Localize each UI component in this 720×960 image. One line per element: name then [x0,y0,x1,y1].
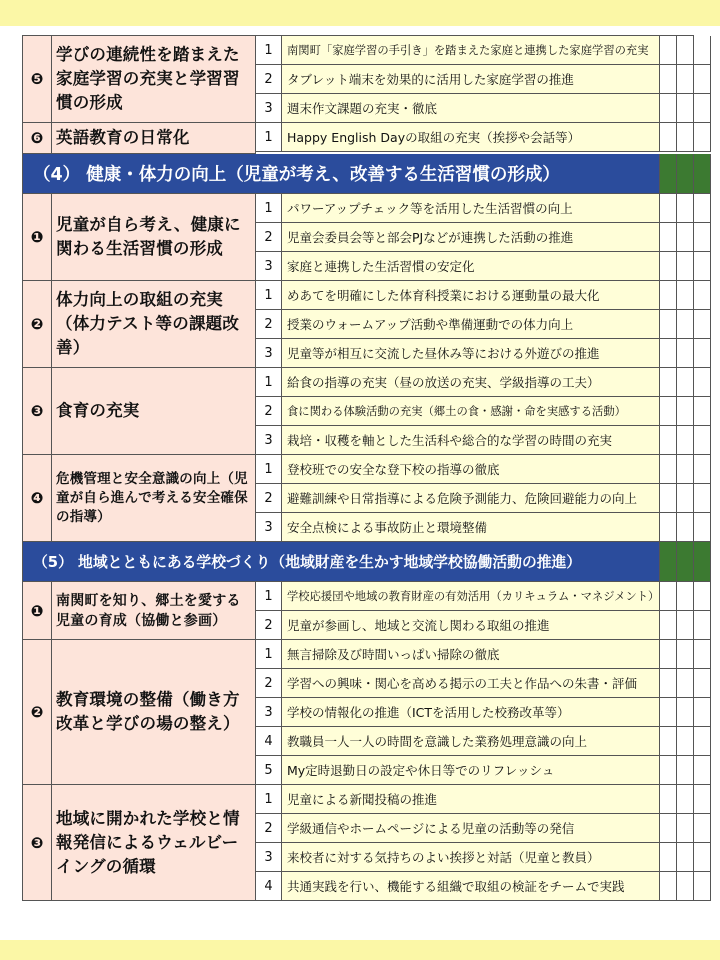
health-item-index: 3 [256,426,282,455]
check-cell [660,611,677,640]
health-group-title: 児童が自ら考え、健康に関わる生活習慣の形成 [52,194,256,281]
health-item-index: 2 [256,223,282,252]
health-item-index: 1 [256,368,282,397]
check-cell [677,872,694,901]
check-cell [677,698,694,727]
check-cell [694,252,711,281]
check-cell [660,756,677,785]
check-cell [660,669,677,698]
community-item-text: 学校の情報化の推進（ICTを活用した校務改革等） [282,698,660,727]
check-cell [694,426,711,455]
check-cell [677,582,694,611]
check-cell [694,368,711,397]
check-cell [694,785,711,814]
check-cell [660,484,677,513]
health-group-number: ❶ [23,194,52,281]
goal-group-title: 英語教育の日常化 [52,123,256,154]
health-item-text: 避難訓練や日常指導による危険予測能力、危険回避能力の向上 [282,484,660,513]
check-cell [677,397,694,426]
health-item-text: 給食の指導の充実（昼の放送の充実、学級指導の工夫） [282,368,660,397]
goal-item-text: 週末作文課題の充実・徹底 [282,94,660,123]
health-item-index: 3 [256,339,282,368]
check-cell [694,310,711,339]
check-cell [694,223,711,252]
check-cell [660,281,677,310]
goal-item-index: 3 [256,94,282,123]
check-cell [694,513,711,542]
section-green-cell [677,154,694,194]
check-cell [660,194,677,223]
section-green-cell [694,154,711,194]
health-item-text: 授業のウォームアップ活動や準備運動での体力向上 [282,310,660,339]
health-item-index: 1 [256,194,282,223]
health-group-title: 食育の充実 [52,368,256,455]
community-item-text: 児童による新聞投稿の推進 [282,785,660,814]
health-item-index: 1 [256,455,282,484]
bottom-yellow-band [0,940,720,960]
check-cell [660,36,677,65]
community-item-index: 1 [256,640,282,669]
check-cell [694,455,711,484]
check-cell [677,513,694,542]
health-group-number: ❹ [23,455,52,542]
community-item-index: 3 [256,843,282,872]
health-item-text: 登校班での安全な登下校の指導の徹底 [282,455,660,484]
check-cell [677,368,694,397]
check-cell [660,513,677,542]
community-item-text: 学習への興味・関心を高める掲示の工夫と作品への朱書・評価 [282,669,660,698]
check-cell [677,310,694,339]
check-cell [694,484,711,513]
check-cell [694,94,711,123]
community-group-number: ❷ [23,640,52,785]
community-item-text: 学校応援団や地域の教育財産の有効活用（カリキュラム・マネジメント） [282,582,660,611]
community-group-title: 教育環境の整備（働き方改革と学びの場の整え） [52,640,256,785]
check-cell [660,640,677,669]
community-item-index: 5 [256,756,282,785]
goal-item-index: 1 [256,123,282,152]
health-group-title: 体力向上の取組の充実（体力テスト等の課題改善） [52,281,256,368]
check-cell [677,640,694,669]
check-cell [694,281,711,310]
goal-group-number: ❺ [23,36,52,123]
check-cell [694,397,711,426]
check-cell [694,814,711,843]
top-yellow-band [0,0,720,26]
community-item-index: 4 [256,872,282,901]
section-green-cell [677,542,694,582]
check-cell [677,65,694,94]
community-group-number: ❶ [23,582,52,640]
plan-table [22,35,694,901]
community-item-index: 4 [256,727,282,756]
community-item-text: My定時退勤日の設定や休日等でのリフレッシュ [282,756,660,785]
check-cell [677,94,694,123]
community-item-index: 2 [256,669,282,698]
check-cell [677,843,694,872]
check-cell [660,785,677,814]
health-item-text: 児童会委員会等と部会PJなどが連携した活動の推進 [282,223,660,252]
health-item-index: 2 [256,397,282,426]
health-item-text: パワーアップチェック等を活用した生活習慣の向上 [282,194,660,223]
goal-item-text: 南関町「家庭学習の手引き」を踏まえた家庭と連携した家庭学習の充実 [282,36,660,65]
health-item-index: 2 [256,484,282,513]
health-item-text: 児童等が相互に交流した昼休み等における外遊びの推進 [282,339,660,368]
check-cell [677,455,694,484]
check-cell [677,426,694,455]
community-item-text: 教職員一人一人の時間を意識した業務処理意識の向上 [282,727,660,756]
check-cell [677,281,694,310]
community-item-text: 児童が参画し、地域と交流し関わる取組の推進 [282,611,660,640]
check-cell [677,194,694,223]
check-cell [660,223,677,252]
check-cell [677,785,694,814]
check-cell [677,36,694,65]
goal-group-title: 学びの連続性を踏まえた家庭学習の充実と学習習慣の形成 [52,36,256,123]
check-cell [660,698,677,727]
check-cell [694,36,711,65]
check-cell [677,727,694,756]
section-4-heading: （4） 健康・体力の向上（児童が考え、改善する生活習慣の形成） [23,154,660,194]
check-cell [677,814,694,843]
goal-group-number: ❻ [23,123,52,154]
check-cell [677,484,694,513]
check-cell [677,611,694,640]
health-item-text: 栽培・収穫を軸とした生活科や総合的な学習の時間の充実 [282,426,660,455]
check-cell [660,426,677,455]
check-cell [660,843,677,872]
community-item-index: 2 [256,611,282,640]
community-item-text: 共通実践を行い、機能する組織で取組の検証をチームで実践 [282,872,660,901]
check-cell [694,65,711,94]
health-group-number: ❷ [23,281,52,368]
check-cell [660,252,677,281]
check-cell [694,756,711,785]
check-cell [677,252,694,281]
check-cell [660,65,677,94]
community-item-text: 学級通信やホームページによる児童の活動等の発信 [282,814,660,843]
health-item-index: 3 [256,252,282,281]
check-cell [694,123,711,152]
community-item-index: 1 [256,582,282,611]
health-item-text: めあてを明確にした体育科授業における運動量の最大化 [282,281,660,310]
goal-item-text: タブレット端末を効果的に活用した家庭学習の推進 [282,65,660,94]
check-cell [694,669,711,698]
health-item-index: 3 [256,513,282,542]
check-cell [677,756,694,785]
section-green-cell [660,154,677,194]
check-cell [677,339,694,368]
health-group-number: ❸ [23,368,52,455]
health-group-title: 危機管理と安全意識の向上（児童が自ら進んで考える安全確保の指導） [52,455,256,542]
check-cell [660,339,677,368]
health-item-index: 2 [256,310,282,339]
community-group-number: ❸ [23,785,52,901]
section-green-cell [660,542,677,582]
check-cell [694,698,711,727]
check-cell [677,223,694,252]
community-item-text: 無言掃除及び時間いっぱい掃除の徹底 [282,640,660,669]
health-item-index: 1 [256,281,282,310]
health-item-text: 食に関わる体験活動の充実（郷土の食・感謝・命を実感する活動） [282,397,660,426]
check-cell [694,339,711,368]
section-green-cell [694,542,711,582]
health-item-text: 安全点検による事故防止と環境整備 [282,513,660,542]
check-cell [694,872,711,901]
check-cell [660,123,677,152]
health-item-text: 家庭と連携した生活習慣の安定化 [282,252,660,281]
check-cell [694,843,711,872]
check-cell [660,94,677,123]
section-5-heading: （5） 地域とともにある学校づくり（地域財産を生かす地域学校協働活動の推進） [23,542,660,582]
check-cell [694,194,711,223]
check-cell [660,455,677,484]
community-item-index: 3 [256,698,282,727]
check-cell [660,814,677,843]
check-cell [660,582,677,611]
check-cell [660,727,677,756]
community-group-title: 南関町を知り、郷土を愛する児童の育成（協働と参画） [52,582,256,640]
check-cell [694,727,711,756]
check-cell [660,310,677,339]
check-cell [694,611,711,640]
community-group-title: 地域に開かれた学校と情報発信によるウェルビーイングの循環 [52,785,256,901]
community-item-text: 来校者に対する気持ちのよい挨拶と対話（児童と教員） [282,843,660,872]
check-cell [677,123,694,152]
community-item-index: 2 [256,814,282,843]
check-cell [660,397,677,426]
check-cell [694,640,711,669]
community-item-index: 1 [256,785,282,814]
check-cell [694,582,711,611]
check-cell [660,368,677,397]
goal-item-index: 2 [256,65,282,94]
goal-item-text: Happy English Dayの取組の充実（挨拶や会話等） [282,123,660,152]
check-cell [677,669,694,698]
check-cell [660,872,677,901]
goal-item-index: 1 [256,36,282,65]
